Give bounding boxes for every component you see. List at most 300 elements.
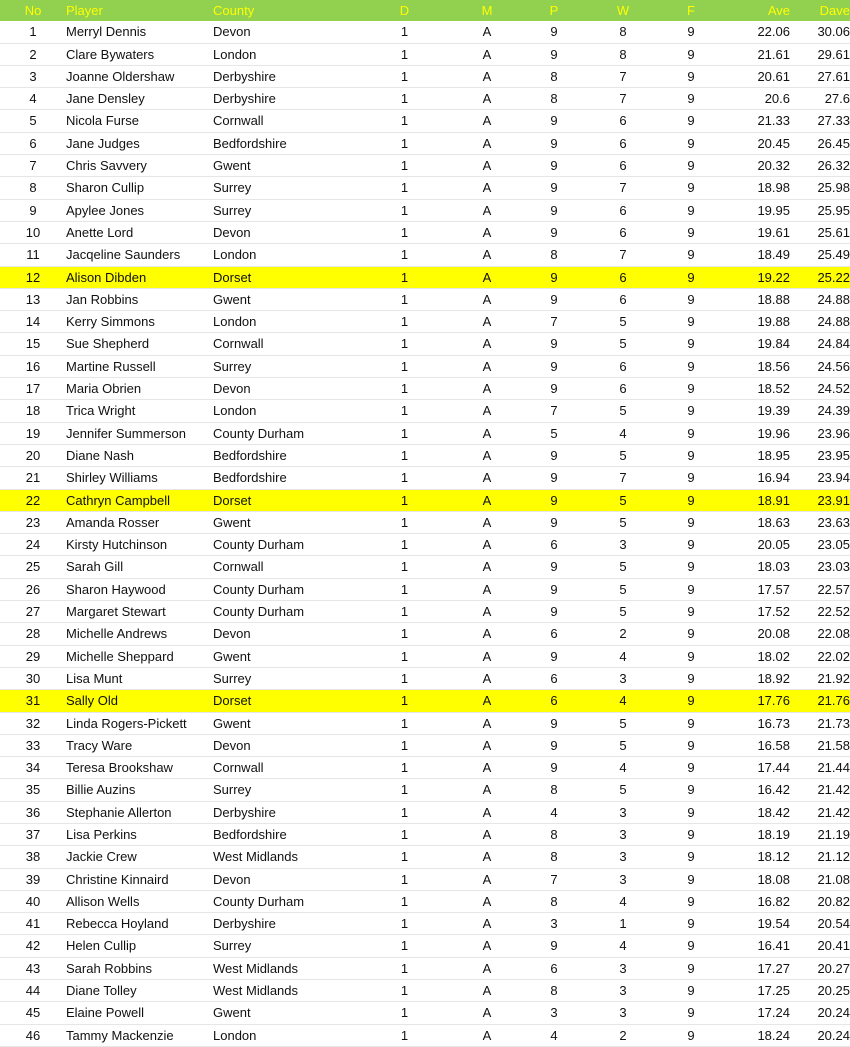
cell-dave: 24.39 — [817, 403, 850, 419]
cell-w: 3 — [619, 826, 627, 842]
cell-d: 1 — [400, 224, 409, 240]
cell-p: 9 — [550, 648, 558, 664]
cell-no: 39 — [25, 871, 41, 887]
cell-no: 23 — [25, 514, 41, 530]
cell-county: Surrey — [213, 938, 252, 954]
cell-dave: 21.58 — [817, 737, 850, 753]
cell-f: 9 — [687, 291, 695, 307]
cell-f: 9 — [687, 782, 695, 798]
table-row — [0, 444, 850, 466]
cell-f: 9 — [687, 849, 695, 865]
cell-w: 6 — [619, 291, 627, 307]
cell-player: Sue Shepherd — [66, 336, 150, 352]
table-row — [0, 88, 850, 110]
table-row — [0, 980, 850, 1002]
cell-dave: 25.95 — [817, 202, 850, 218]
cell-p: 6 — [550, 537, 558, 553]
cell-county: Devon — [213, 871, 251, 887]
cell-f: 9 — [687, 737, 695, 753]
cell-m: A — [482, 648, 492, 664]
cell-no: 21 — [25, 470, 41, 486]
cell-ave: 16.42 — [757, 782, 790, 798]
cell-w: 3 — [619, 804, 627, 820]
cell-p: 3 — [550, 916, 558, 932]
cell-county: Gwent — [213, 715, 251, 731]
cell-w: 5 — [619, 581, 627, 597]
cell-d: 1 — [400, 158, 409, 174]
cell-dave: 22.02 — [817, 648, 850, 664]
cell-player: Elaine Powell — [66, 1005, 145, 1021]
cell-no: 34 — [25, 760, 41, 776]
cell-ave: 21.33 — [757, 113, 790, 129]
cell-f: 9 — [687, 1027, 695, 1043]
table-row — [0, 734, 850, 756]
cell-d: 1 — [400, 46, 409, 62]
cell-ave: 17.27 — [757, 960, 790, 976]
cell-d: 1 — [400, 1005, 409, 1021]
cell-f: 9 — [687, 581, 695, 597]
cell-d: 1 — [400, 425, 409, 441]
cell-m: A — [482, 916, 492, 932]
cell-county: Surrey — [213, 180, 252, 196]
cell-f: 9 — [687, 626, 695, 642]
cell-w: 4 — [619, 893, 627, 909]
cell-dave: 20.24 — [817, 1027, 850, 1043]
cell-ave: 18.03 — [757, 559, 790, 575]
cell-dave: 24.84 — [817, 336, 850, 352]
cell-f: 9 — [687, 670, 695, 686]
table-row — [0, 400, 850, 422]
table-row — [0, 155, 850, 177]
table-row — [0, 534, 850, 556]
cell-ave: 17.52 — [757, 604, 790, 620]
cell-no: 13 — [25, 291, 41, 307]
cell-w: 3 — [619, 670, 627, 686]
cell-f: 9 — [687, 403, 695, 419]
cell-county: Dorset — [213, 269, 252, 285]
cell-ave: 20.45 — [757, 135, 790, 151]
cell-no: 1 — [29, 24, 37, 40]
cell-ave: 18.88 — [757, 291, 790, 307]
cell-m: A — [482, 269, 492, 285]
cell-ave: 19.88 — [757, 314, 790, 330]
cell-player: Nicola Furse — [66, 113, 139, 129]
cell-no: 12 — [25, 269, 41, 285]
cell-p: 9 — [550, 358, 558, 374]
cell-w: 5 — [619, 737, 627, 753]
cell-player: Chris Savvery — [66, 158, 147, 174]
cell-m: A — [482, 626, 492, 642]
cell-no: 4 — [29, 91, 37, 107]
cell-dave: 22.08 — [817, 626, 850, 642]
cell-no: 9 — [29, 202, 37, 218]
cell-f: 9 — [687, 715, 695, 731]
cell-m: A — [482, 291, 492, 307]
cell-county: Devon — [213, 24, 251, 40]
cell-m: A — [482, 670, 492, 686]
cell-no: 5 — [29, 113, 37, 129]
cell-d: 1 — [400, 336, 409, 352]
cell-m: A — [482, 470, 492, 486]
cell-ave: 17.76 — [757, 693, 790, 709]
cell-no: 3 — [29, 68, 37, 84]
cell-d: 1 — [400, 960, 409, 976]
cell-dave: 20.27 — [817, 960, 850, 976]
cell-p: 9 — [550, 715, 558, 731]
cell-ave: 17.25 — [757, 983, 790, 999]
cell-no: 25 — [25, 559, 41, 575]
cell-dave: 21.12 — [817, 849, 850, 865]
cell-m: A — [482, 804, 492, 820]
cell-m: A — [482, 960, 492, 976]
cell-dave: 20.24 — [817, 1005, 850, 1021]
cell-w: 5 — [619, 447, 627, 463]
cell-player: Apylee Jones — [66, 202, 145, 218]
cell-d: 1 — [400, 403, 409, 419]
cell-f: 9 — [687, 180, 695, 196]
cell-f: 9 — [687, 336, 695, 352]
cell-w: 3 — [619, 537, 627, 553]
cell-player: Rebecca Hoyland — [66, 916, 169, 932]
cell-w: 6 — [619, 158, 627, 174]
cell-dave: 20.54 — [817, 916, 850, 932]
cell-f: 9 — [687, 492, 695, 508]
cell-player: Sally Old — [66, 693, 119, 709]
cell-no: 15 — [25, 336, 41, 352]
cell-county: County Durham — [213, 581, 305, 597]
cell-no: 24 — [25, 537, 41, 553]
cell-no: 36 — [25, 804, 41, 820]
table-row — [0, 913, 850, 935]
cell-dave: 20.25 — [817, 983, 850, 999]
cell-county: Gwent — [213, 648, 251, 664]
cell-f: 9 — [687, 425, 695, 441]
cell-p: 8 — [550, 849, 558, 865]
cell-dave: 25.61 — [817, 224, 850, 240]
cell-m: A — [482, 425, 492, 441]
cell-p: 8 — [550, 983, 558, 999]
cell-ave: 21.61 — [757, 46, 790, 62]
cell-m: A — [482, 581, 492, 597]
cell-no: 14 — [25, 314, 41, 330]
cell-m: A — [482, 559, 492, 575]
cell-d: 1 — [400, 648, 409, 664]
cell-w: 7 — [619, 91, 627, 107]
cell-w: 7 — [619, 247, 627, 263]
cell-p: 8 — [550, 91, 558, 107]
cell-m: A — [482, 737, 492, 753]
cell-ave: 18.63 — [757, 514, 790, 530]
cell-w: 4 — [619, 648, 627, 664]
cell-county: Cornwall — [213, 559, 264, 575]
cell-d: 1 — [400, 68, 409, 84]
cell-player: Margaret Stewart — [66, 604, 166, 620]
cell-p: 6 — [550, 960, 558, 976]
cell-player: Jan Robbins — [66, 291, 139, 307]
table-row — [0, 957, 850, 979]
cell-p: 9 — [550, 269, 558, 285]
cell-w: 5 — [619, 492, 627, 508]
cell-player: Lisa Perkins — [66, 826, 137, 842]
cell-f: 9 — [687, 91, 695, 107]
cell-player: Stephanie Allerton — [66, 804, 172, 820]
header-no: No — [24, 3, 42, 18]
cell-dave: 21.19 — [817, 826, 850, 842]
cell-county: County Durham — [213, 604, 305, 620]
cell-f: 9 — [687, 447, 695, 463]
table-body — [0, 21, 850, 1046]
cell-no: 19 — [25, 425, 41, 441]
cell-county: Gwent — [213, 514, 251, 530]
cell-ave: 16.94 — [757, 470, 790, 486]
cell-d: 1 — [400, 893, 409, 909]
cell-m: A — [482, 447, 492, 463]
cell-w: 6 — [619, 269, 627, 285]
cell-f: 9 — [687, 314, 695, 330]
cell-no: 31 — [25, 693, 41, 709]
table-row — [0, 288, 850, 310]
cell-p: 9 — [550, 514, 558, 530]
cell-p: 9 — [550, 158, 558, 174]
cell-player: Jennifer Summerson — [66, 425, 186, 441]
cell-dave: 23.96 — [817, 425, 850, 441]
cell-no: 46 — [25, 1027, 41, 1043]
cell-w: 2 — [619, 1027, 627, 1043]
cell-ave: 17.57 — [757, 581, 790, 597]
cell-w: 4 — [619, 693, 627, 709]
cell-no: 42 — [25, 938, 41, 954]
cell-f: 9 — [687, 269, 695, 285]
table-row — [0, 355, 850, 377]
cell-d: 1 — [400, 581, 409, 597]
cell-ave: 18.91 — [757, 492, 790, 508]
cell-f: 9 — [687, 1005, 695, 1021]
cell-no: 28 — [25, 626, 41, 642]
cell-m: A — [482, 224, 492, 240]
cell-ave: 20.32 — [757, 158, 790, 174]
cell-player: Jane Judges — [66, 135, 140, 151]
table-row — [0, 868, 850, 890]
cell-ave: 19.39 — [757, 403, 790, 419]
cell-m: A — [482, 1005, 492, 1021]
cell-d: 1 — [400, 849, 409, 865]
table-row — [0, 667, 850, 689]
cell-p: 9 — [550, 202, 558, 218]
cell-ave: 18.42 — [757, 804, 790, 820]
table-row — [0, 890, 850, 912]
cell-d: 1 — [400, 604, 409, 620]
cell-player: Clare Bywaters — [66, 46, 155, 62]
cell-d: 1 — [400, 1027, 409, 1043]
table-row — [0, 601, 850, 623]
cell-w: 3 — [619, 1005, 627, 1021]
cell-county: County Durham — [213, 893, 305, 909]
cell-ave: 18.95 — [757, 447, 790, 463]
cell-ave: 19.84 — [757, 336, 790, 352]
cell-player: Alison Dibden — [66, 269, 147, 285]
cell-dave: 23.95 — [817, 447, 850, 463]
cell-p: 9 — [550, 447, 558, 463]
cell-ave: 18.08 — [757, 871, 790, 887]
header-player: Player — [66, 3, 103, 18]
cell-m: A — [482, 849, 492, 865]
cell-w: 5 — [619, 715, 627, 731]
cell-player: Diane Nash — [66, 447, 134, 463]
cell-f: 9 — [687, 224, 695, 240]
header-d: D — [399, 3, 410, 18]
cell-p: 7 — [550, 314, 558, 330]
cell-m: A — [482, 693, 492, 709]
cell-w: 5 — [619, 514, 627, 530]
cell-player: Kerry Simmons — [66, 314, 155, 330]
cell-dave: 22.57 — [817, 581, 850, 597]
cell-no: 17 — [25, 381, 41, 397]
cell-no: 38 — [25, 849, 41, 865]
header-county: County — [213, 3, 255, 18]
cell-player: Teresa Brookshaw — [66, 760, 173, 776]
cell-player: Amanda Rosser — [66, 514, 160, 530]
cell-no: 32 — [25, 715, 41, 731]
cell-d: 1 — [400, 314, 409, 330]
cell-d: 1 — [400, 559, 409, 575]
cell-ave: 22.06 — [757, 24, 790, 40]
cell-ave: 18.19 — [757, 826, 790, 842]
cell-m: A — [482, 91, 492, 107]
cell-dave: 23.63 — [817, 514, 850, 530]
cell-no: 41 — [25, 916, 41, 932]
cell-p: 6 — [550, 626, 558, 642]
table-row — [0, 823, 850, 845]
cell-p: 9 — [550, 24, 558, 40]
cell-county: Gwent — [213, 1005, 251, 1021]
cell-p: 5 — [550, 425, 558, 441]
table-row — [0, 935, 850, 957]
cell-dave: 23.05 — [817, 537, 850, 553]
table-row — [0, 779, 850, 801]
cell-m: A — [482, 604, 492, 620]
cell-county: Bedfordshire — [213, 135, 287, 151]
table-row — [0, 21, 850, 43]
cell-ave: 17.24 — [757, 1005, 790, 1021]
table-row — [0, 110, 850, 132]
cell-p: 9 — [550, 46, 558, 62]
cell-dave: 26.45 — [817, 135, 850, 151]
cell-dave: 25.98 — [817, 180, 850, 196]
cell-dave: 24.52 — [817, 381, 850, 397]
cell-w: 8 — [619, 24, 627, 40]
cell-m: A — [482, 514, 492, 530]
header-row — [0, 0, 850, 21]
cell-w: 4 — [619, 760, 627, 776]
cell-ave: 16.73 — [757, 715, 790, 731]
cell-dave: 25.49 — [817, 247, 850, 263]
cell-d: 1 — [400, 91, 409, 107]
cell-player: Sarah Gill — [66, 559, 124, 575]
cell-p: 9 — [550, 336, 558, 352]
cell-dave: 24.88 — [817, 291, 850, 307]
cell-d: 1 — [400, 24, 409, 40]
cell-m: A — [482, 113, 492, 129]
cell-d: 1 — [400, 113, 409, 129]
cell-d: 1 — [400, 782, 409, 798]
cell-d: 1 — [400, 760, 409, 776]
cell-f: 9 — [687, 693, 695, 709]
cell-player: Shirley Williams — [66, 470, 158, 486]
cell-m: A — [482, 782, 492, 798]
cell-dave: 21.08 — [817, 871, 850, 887]
cell-no: 18 — [25, 403, 41, 419]
cell-d: 1 — [400, 670, 409, 686]
table-row — [0, 489, 850, 511]
cell-player: Merryl Dennis — [66, 24, 147, 40]
cell-ave: 18.49 — [757, 247, 790, 263]
cell-dave: 23.91 — [817, 492, 850, 508]
cell-m: A — [482, 158, 492, 174]
cell-d: 1 — [400, 180, 409, 196]
cell-player: Christine Kinnaird — [66, 871, 169, 887]
cell-w: 4 — [619, 425, 627, 441]
cell-w: 3 — [619, 960, 627, 976]
cell-county: Devon — [213, 381, 251, 397]
table-row — [0, 244, 850, 266]
cell-w: 8 — [619, 46, 627, 62]
cell-w: 5 — [619, 314, 627, 330]
table-row — [0, 511, 850, 533]
cell-f: 9 — [687, 24, 695, 40]
cell-d: 1 — [400, 826, 409, 842]
cell-w: 2 — [619, 626, 627, 642]
cell-dave: 21.44 — [817, 760, 850, 776]
cell-d: 1 — [400, 693, 409, 709]
cell-d: 1 — [400, 871, 409, 887]
cell-m: A — [482, 826, 492, 842]
cell-no: 16 — [25, 358, 41, 374]
cell-player: Tracy Ware — [66, 737, 133, 753]
cell-d: 1 — [400, 938, 409, 954]
cell-dave: 21.76 — [817, 693, 850, 709]
cell-player: Cathryn Campbell — [66, 492, 171, 508]
cell-no: 20 — [25, 447, 41, 463]
header-ave: Ave — [767, 3, 790, 18]
cell-county: Dorset — [213, 693, 252, 709]
cell-d: 1 — [400, 804, 409, 820]
table-row — [0, 801, 850, 823]
cell-f: 9 — [687, 68, 695, 84]
cell-w: 6 — [619, 224, 627, 240]
cell-dave: 27.61 — [817, 68, 850, 84]
cell-d: 1 — [400, 537, 409, 553]
cell-p: 8 — [550, 893, 558, 909]
cell-m: A — [482, 403, 492, 419]
cell-no: 37 — [25, 826, 41, 842]
cell-county: Derbyshire — [213, 68, 276, 84]
cell-d: 1 — [400, 135, 409, 151]
cell-w: 6 — [619, 202, 627, 218]
cell-county: Cornwall — [213, 113, 264, 129]
cell-dave: 25.22 — [817, 269, 850, 285]
table-row — [0, 1002, 850, 1024]
cell-f: 9 — [687, 983, 695, 999]
cell-player: Jane Densley — [66, 91, 145, 107]
cell-w: 6 — [619, 135, 627, 151]
cell-player: Sarah Robbins — [66, 960, 152, 976]
cell-county: Cornwall — [213, 336, 264, 352]
cell-w: 5 — [619, 782, 627, 798]
cell-dave: 23.03 — [817, 559, 850, 575]
header-f: F — [687, 3, 695, 18]
cell-f: 9 — [687, 514, 695, 530]
cell-dave: 30.06 — [817, 24, 850, 40]
